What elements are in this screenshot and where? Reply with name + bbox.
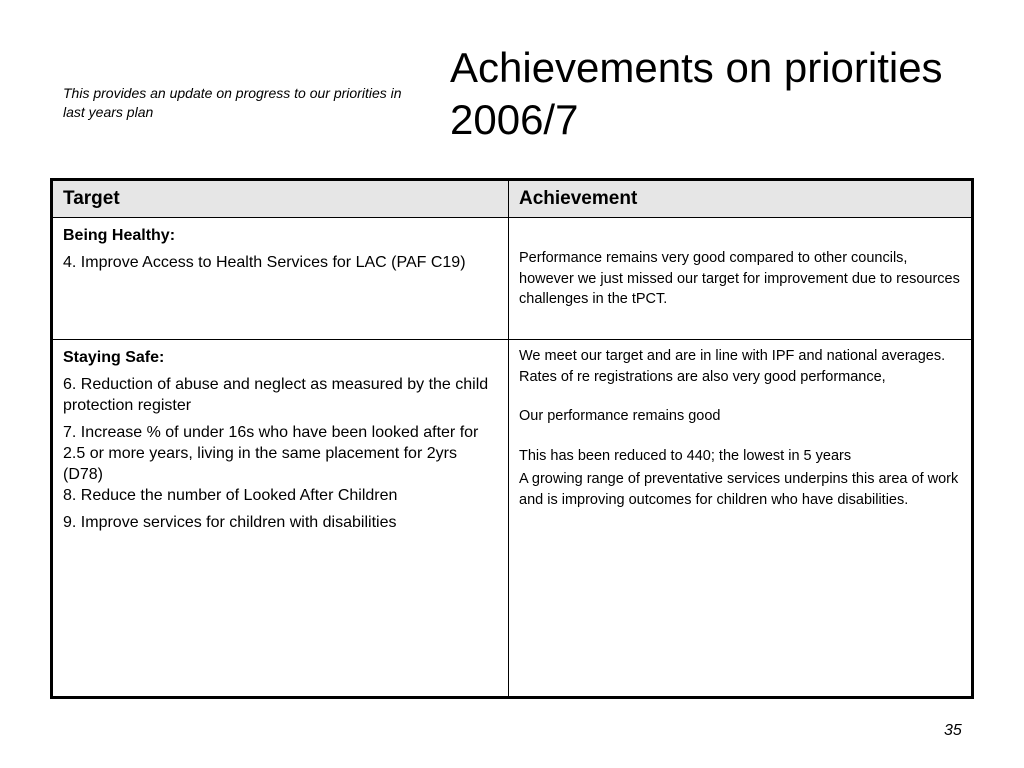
section-title-being-healthy: Being Healthy: (63, 227, 176, 244)
slide-title-line-2: 2006/7 (450, 96, 579, 143)
table-row-staying-safe (52, 340, 973, 698)
achievement-item-4: Performance remains very good compared to other councils, however we just missed our target for improvement due to resources challenges in the tPCT. (519, 250, 960, 307)
achievement-cell-staying-safe (509, 340, 973, 698)
table-row-being-healthy (52, 218, 973, 340)
header-target: Target (52, 180, 509, 218)
target-item-6: 6. Reduction of abuse and neglect as measured by the child protection register (63, 376, 489, 414)
intro-note: This provides an update on progress to our priorities in last years plan (63, 85, 402, 120)
target-item-8: 8. Reduce the number of Looked After Children (63, 487, 398, 504)
slide-title (450, 42, 1010, 146)
target-cell-staying-safe (52, 340, 509, 698)
header-achievement: Achievement (509, 180, 973, 218)
achievement-item-8: This has been reduced to 440; the lowest in 5 years (519, 447, 852, 464)
target-item-4: 4. Improve Access to Health Services for LAC (PAF C19) (63, 254, 466, 271)
table-header-row (52, 180, 973, 218)
target-item-9: 9. Improve services for children with disabilities (63, 514, 397, 531)
target-item-7: 7. Increase % of under 16s who have been looked after for 2.5 or more years, living in the same placement for 2yrs (D78) (63, 424, 479, 483)
achievement-item-6: We meet our target and are in line with IPF and national averages. Rates of re registrations are also very good performance, (519, 348, 946, 385)
slide-title-line-1: Achievements on priorities (450, 44, 943, 91)
achievement-item-9: A growing range of preventative services underpins this area of work and is improving outcomes for children who have disabilities. (519, 471, 959, 508)
achievement-cell-being-healthy (509, 218, 973, 340)
page-number: 35 (944, 722, 962, 739)
section-title-staying-safe: Staying Safe: (63, 349, 165, 366)
achievement-item-7: Our performance remains good (519, 408, 721, 424)
priorities-table (50, 178, 974, 699)
target-cell-being-healthy (52, 218, 509, 340)
